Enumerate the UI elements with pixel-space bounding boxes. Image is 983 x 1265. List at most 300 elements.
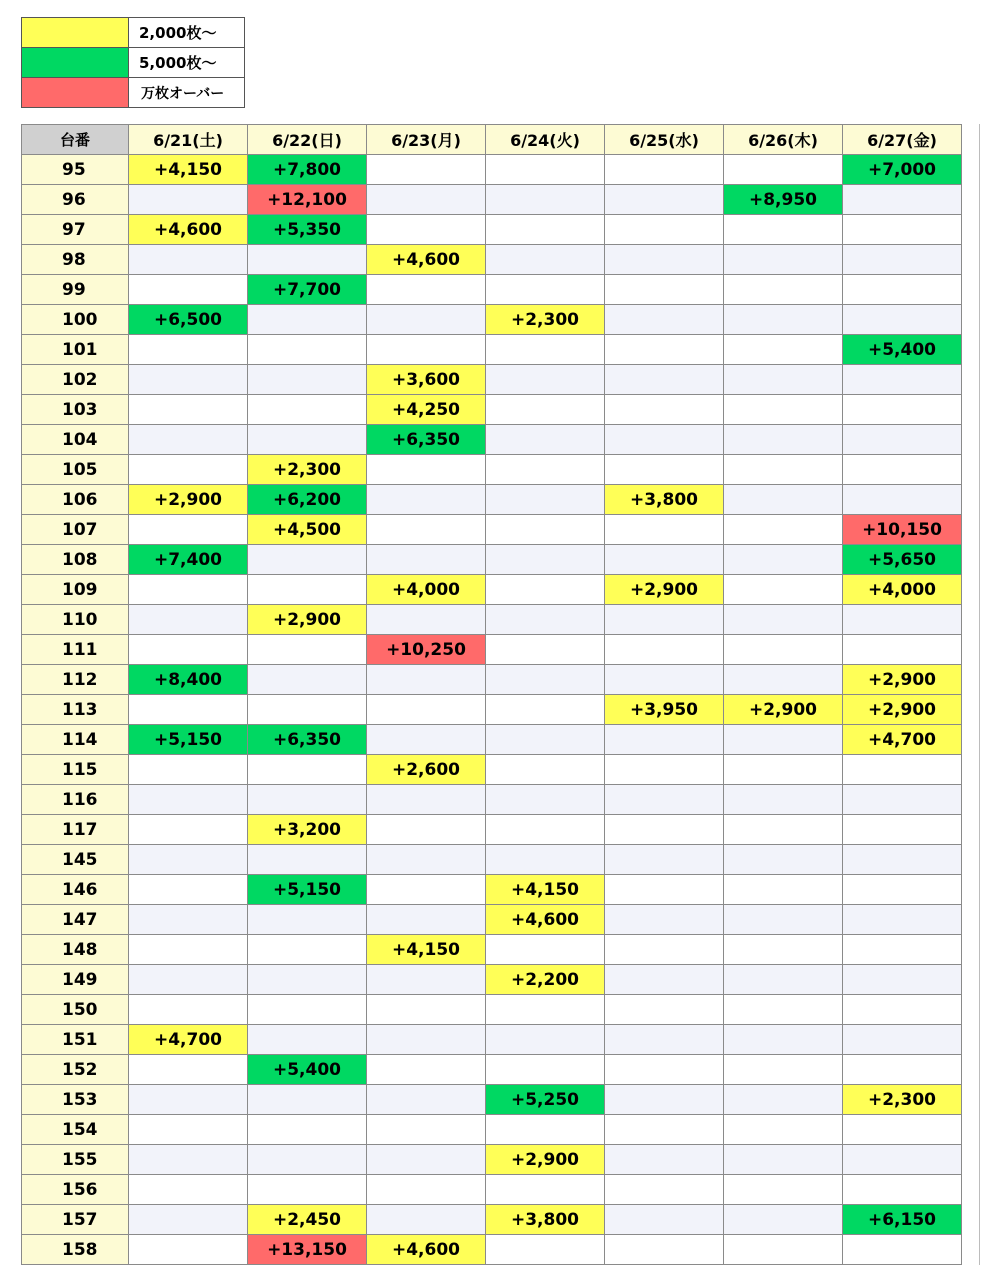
table-row — [22, 1235, 962, 1265]
table-row — [22, 365, 962, 395]
result-cell — [724, 425, 843, 455]
result-cell: +13,150 — [248, 1235, 367, 1265]
table-row — [22, 545, 962, 575]
result-cell — [724, 1115, 843, 1145]
result-cell: +2,900 — [129, 485, 248, 515]
result-cell: +2,300 — [248, 455, 367, 485]
machine-number: 148 — [22, 935, 129, 965]
result-cell — [367, 1145, 486, 1175]
result-cell — [486, 245, 605, 275]
result-cell — [367, 1085, 486, 1115]
result-cell — [843, 635, 962, 665]
result-cell — [486, 155, 605, 185]
date-header: 6/26(木) — [724, 125, 843, 155]
result-cell — [248, 1175, 367, 1205]
result-cell — [724, 1025, 843, 1055]
result-cell: +4,250 — [367, 395, 486, 425]
table-row — [22, 635, 962, 665]
result-cell — [486, 545, 605, 575]
result-cell — [724, 395, 843, 425]
result-cell — [843, 365, 962, 395]
result-cell — [724, 245, 843, 275]
result-cell — [605, 935, 724, 965]
result-cell — [129, 785, 248, 815]
machine-number: 149 — [22, 965, 129, 995]
result-cell — [843, 875, 962, 905]
result-cell — [843, 275, 962, 305]
result-cell — [605, 1205, 724, 1235]
result-cell — [486, 845, 605, 875]
result-cell — [605, 1235, 724, 1265]
result-cell — [486, 605, 605, 635]
result-cell — [843, 425, 962, 455]
result-cell — [129, 365, 248, 395]
result-cell — [724, 1175, 843, 1205]
legend-label-over-10000: 万枚オーバー — [129, 78, 245, 108]
result-cell — [486, 1175, 605, 1205]
result-cell — [367, 785, 486, 815]
result-cell — [367, 335, 486, 365]
result-cell — [605, 395, 724, 425]
result-cell — [843, 785, 962, 815]
result-cell: +7,000 — [843, 155, 962, 185]
result-cell — [843, 1235, 962, 1265]
legend-row-10000 — [22, 78, 245, 108]
result-cell — [605, 905, 724, 935]
result-cell — [367, 1175, 486, 1205]
result-cell — [129, 875, 248, 905]
result-cell — [248, 545, 367, 575]
machine-number: 105 — [22, 455, 129, 485]
result-cell — [605, 995, 724, 1025]
result-cell — [367, 995, 486, 1025]
result-cell: +6,350 — [248, 725, 367, 755]
result-cell — [367, 545, 486, 575]
result-cell: +5,650 — [843, 545, 962, 575]
result-cell — [605, 1145, 724, 1175]
result-cell — [843, 965, 962, 995]
result-cell — [129, 695, 248, 725]
result-cell — [605, 605, 724, 635]
table-row — [22, 305, 962, 335]
table-row — [22, 875, 962, 905]
result-cell — [129, 395, 248, 425]
result-cell: +7,800 — [248, 155, 367, 185]
machine-number: 95 — [22, 155, 129, 185]
result-cell — [605, 245, 724, 275]
result-cell — [605, 1115, 724, 1145]
result-cell: +2,200 — [486, 965, 605, 995]
result-cell — [248, 695, 367, 725]
table-row — [22, 1025, 962, 1055]
result-cell — [248, 935, 367, 965]
result-cell — [367, 305, 486, 335]
result-cell — [605, 755, 724, 785]
table-row — [22, 455, 962, 485]
result-cell — [248, 635, 367, 665]
result-cell: +4,150 — [486, 875, 605, 905]
result-cell — [367, 1025, 486, 1055]
result-cell — [724, 1205, 843, 1235]
result-cell: +2,600 — [367, 755, 486, 785]
result-cell — [605, 275, 724, 305]
result-cell — [129, 815, 248, 845]
result-cell — [724, 725, 843, 755]
result-cell — [129, 1145, 248, 1175]
machine-number: 158 — [22, 1235, 129, 1265]
result-cell — [843, 605, 962, 635]
result-cell — [486, 275, 605, 305]
machine-number: 97 — [22, 215, 129, 245]
result-cell — [724, 1235, 843, 1265]
result-cell — [248, 245, 367, 275]
result-cell — [248, 575, 367, 605]
result-cell — [367, 905, 486, 935]
result-cell — [129, 275, 248, 305]
table-row — [22, 755, 962, 785]
table-row — [22, 485, 962, 515]
result-cell — [129, 995, 248, 1025]
result-cell — [129, 845, 248, 875]
result-cell — [367, 1115, 486, 1145]
result-cell — [129, 1205, 248, 1235]
result-cell: +2,900 — [724, 695, 843, 725]
result-cell: +2,900 — [843, 695, 962, 725]
result-cell — [486, 365, 605, 395]
result-cell — [486, 395, 605, 425]
table-row — [22, 215, 962, 245]
result-cell — [129, 1085, 248, 1115]
result-cell: +4,500 — [248, 515, 367, 545]
machine-number: 108 — [22, 545, 129, 575]
legend-swatch-green — [22, 48, 129, 78]
table-row — [22, 665, 962, 695]
table-row — [22, 425, 962, 455]
date-header: 6/21(土) — [129, 125, 248, 155]
machine-number: 111 — [22, 635, 129, 665]
result-cell — [248, 395, 367, 425]
table-row — [22, 395, 962, 425]
table-row — [22, 725, 962, 755]
result-cell — [724, 935, 843, 965]
result-cell: +2,900 — [605, 575, 724, 605]
table-row — [22, 935, 962, 965]
machine-number: 157 — [22, 1205, 129, 1235]
result-cell: +3,800 — [486, 1205, 605, 1235]
result-cell — [843, 935, 962, 965]
table-row — [22, 515, 962, 545]
result-cell — [129, 755, 248, 785]
result-cell — [486, 785, 605, 815]
result-cell — [724, 275, 843, 305]
result-cell: +5,400 — [843, 335, 962, 365]
date-header: 6/23(月) — [367, 125, 486, 155]
result-cell — [486, 695, 605, 725]
machine-number: 104 — [22, 425, 129, 455]
result-cell — [724, 485, 843, 515]
table-row — [22, 815, 962, 845]
result-cell — [129, 455, 248, 485]
legend-row-2000 — [22, 18, 245, 48]
header-row — [22, 125, 962, 155]
result-cell: +3,950 — [605, 695, 724, 725]
machine-number: 116 — [22, 785, 129, 815]
legend-label-2000: 2,000枚〜 — [129, 18, 245, 48]
result-cell — [843, 815, 962, 845]
result-cell: +4,700 — [843, 725, 962, 755]
machine-number: 109 — [22, 575, 129, 605]
result-cell: +4,000 — [367, 575, 486, 605]
result-cell — [605, 1055, 724, 1085]
date-header: 6/25(水) — [605, 125, 724, 155]
result-cell: +6,500 — [129, 305, 248, 335]
table-row — [22, 245, 962, 275]
result-cell: +5,150 — [129, 725, 248, 755]
table-row — [22, 1145, 962, 1175]
result-cell — [843, 1145, 962, 1175]
result-cell — [843, 485, 962, 515]
table-row — [22, 785, 962, 815]
result-cell: +4,150 — [129, 155, 248, 185]
result-cell — [843, 1025, 962, 1055]
result-cell — [367, 455, 486, 485]
result-cell: +3,600 — [367, 365, 486, 395]
result-cell — [129, 515, 248, 545]
result-cell — [605, 545, 724, 575]
legend-row-5000 — [22, 48, 245, 78]
result-cell — [486, 995, 605, 1025]
result-cell — [843, 455, 962, 485]
result-cell — [129, 605, 248, 635]
result-cell — [129, 935, 248, 965]
result-cell — [248, 905, 367, 935]
result-cell — [724, 455, 843, 485]
result-cell — [367, 695, 486, 725]
result-cell — [724, 155, 843, 185]
result-cell: +5,250 — [486, 1085, 605, 1115]
machine-number: 151 — [22, 1025, 129, 1055]
result-cell — [843, 245, 962, 275]
result-cell — [248, 425, 367, 455]
result-cell — [248, 1145, 367, 1175]
table-body — [22, 155, 962, 1265]
result-cell — [367, 515, 486, 545]
machine-number-header: 台番 — [22, 125, 129, 155]
result-cell: +12,100 — [248, 185, 367, 215]
result-cell: +4,600 — [367, 1235, 486, 1265]
result-cell — [724, 665, 843, 695]
table-row — [22, 575, 962, 605]
result-cell — [486, 335, 605, 365]
legend-swatch-red — [22, 78, 129, 108]
result-cell: +4,600 — [129, 215, 248, 245]
result-cell — [724, 365, 843, 395]
result-cell — [486, 1115, 605, 1145]
table-row — [22, 995, 962, 1025]
result-cell — [129, 1235, 248, 1265]
machine-number: 153 — [22, 1085, 129, 1115]
table-row — [22, 1175, 962, 1205]
machine-number: 106 — [22, 485, 129, 515]
result-cell — [724, 605, 843, 635]
result-cell — [248, 1085, 367, 1115]
date-header: 6/27(金) — [843, 125, 962, 155]
result-cell — [486, 725, 605, 755]
result-cell — [248, 305, 367, 335]
result-cell — [605, 875, 724, 905]
result-cell — [367, 1055, 486, 1085]
machine-number: 101 — [22, 335, 129, 365]
legend-label-5000: 5,000枚〜 — [129, 48, 245, 78]
result-cell — [843, 215, 962, 245]
result-cell — [605, 515, 724, 545]
result-cell — [248, 785, 367, 815]
result-cell: +2,450 — [248, 1205, 367, 1235]
table-row — [22, 155, 962, 185]
result-cell — [605, 305, 724, 335]
result-cell — [605, 215, 724, 245]
result-cell: +2,300 — [486, 305, 605, 335]
result-cell: +2,300 — [843, 1085, 962, 1115]
result-cell — [605, 335, 724, 365]
result-cell — [248, 665, 367, 695]
date-header: 6/24(火) — [486, 125, 605, 155]
machine-number: 117 — [22, 815, 129, 845]
result-cell — [486, 815, 605, 845]
result-cell — [843, 995, 962, 1025]
result-cell — [367, 185, 486, 215]
result-cell — [486, 1055, 605, 1085]
result-cell — [367, 725, 486, 755]
result-cell — [248, 1115, 367, 1145]
table-row — [22, 1205, 962, 1235]
machine-number: 103 — [22, 395, 129, 425]
result-cell — [724, 215, 843, 245]
table-row — [22, 275, 962, 305]
table-row — [22, 1055, 962, 1085]
result-cell — [129, 905, 248, 935]
machine-number: 150 — [22, 995, 129, 1025]
result-cell — [724, 965, 843, 995]
result-cell: +5,150 — [248, 875, 367, 905]
result-cell — [724, 875, 843, 905]
result-cell — [248, 995, 367, 1025]
result-cell — [843, 1055, 962, 1085]
result-cell — [605, 425, 724, 455]
result-cell — [248, 845, 367, 875]
result-cell — [367, 155, 486, 185]
result-cell: +8,950 — [724, 185, 843, 215]
machine-number: 110 — [22, 605, 129, 635]
machine-number: 99 — [22, 275, 129, 305]
table-row — [22, 335, 962, 365]
machine-number: 152 — [22, 1055, 129, 1085]
result-cell — [129, 635, 248, 665]
result-cell — [248, 335, 367, 365]
result-cell: +4,700 — [129, 1025, 248, 1055]
result-cell — [724, 305, 843, 335]
result-cell: +7,400 — [129, 545, 248, 575]
result-cell — [486, 485, 605, 515]
result-cell — [367, 275, 486, 305]
result-cell — [486, 425, 605, 455]
result-cell — [843, 185, 962, 215]
machine-number: 146 — [22, 875, 129, 905]
result-cell — [724, 515, 843, 545]
result-cell — [248, 965, 367, 995]
table-row — [22, 605, 962, 635]
result-cell: +5,400 — [248, 1055, 367, 1085]
result-cell — [843, 845, 962, 875]
result-cell: +4,600 — [486, 905, 605, 935]
result-cell: +2,900 — [248, 605, 367, 635]
result-cell: +4,000 — [843, 575, 962, 605]
machine-number: 145 — [22, 845, 129, 875]
result-cell — [605, 1025, 724, 1055]
result-cell: +2,900 — [486, 1145, 605, 1175]
table-row — [22, 695, 962, 725]
result-cell — [367, 485, 486, 515]
machine-number: 155 — [22, 1145, 129, 1175]
table-row — [22, 1085, 962, 1115]
result-cell — [367, 1205, 486, 1235]
machine-number: 112 — [22, 665, 129, 695]
result-cell — [486, 185, 605, 215]
result-cell — [605, 155, 724, 185]
result-cell — [129, 245, 248, 275]
result-cell — [724, 335, 843, 365]
result-cell — [486, 1235, 605, 1265]
machine-number: 100 — [22, 305, 129, 335]
result-cell — [724, 845, 843, 875]
result-cell: +6,350 — [367, 425, 486, 455]
result-cell — [605, 785, 724, 815]
table-row — [22, 845, 962, 875]
result-cell — [605, 185, 724, 215]
result-cell — [486, 575, 605, 605]
result-cell — [605, 665, 724, 695]
result-cell — [843, 1115, 962, 1145]
result-cell — [724, 635, 843, 665]
table-row — [22, 1115, 962, 1145]
result-cell — [605, 455, 724, 485]
machine-number: 102 — [22, 365, 129, 395]
result-cell: +8,400 — [129, 665, 248, 695]
table-row — [22, 965, 962, 995]
machine-number: 96 — [22, 185, 129, 215]
result-cell — [367, 815, 486, 845]
result-cell — [486, 515, 605, 545]
result-cell: +10,150 — [843, 515, 962, 545]
result-cell — [724, 1085, 843, 1115]
result-cell — [724, 545, 843, 575]
machine-number: 154 — [22, 1115, 129, 1145]
result-cell — [724, 1055, 843, 1085]
result-cell — [367, 215, 486, 245]
table-row — [22, 905, 962, 935]
legend — [21, 17, 245, 108]
result-cell — [367, 665, 486, 695]
result-cell — [605, 1085, 724, 1115]
result-cell — [129, 185, 248, 215]
machine-number: 107 — [22, 515, 129, 545]
table-row — [22, 185, 962, 215]
results-table — [21, 124, 962, 1265]
result-cell — [724, 755, 843, 785]
result-cell — [605, 1175, 724, 1205]
result-cell: +6,150 — [843, 1205, 962, 1235]
machine-number: 147 — [22, 905, 129, 935]
